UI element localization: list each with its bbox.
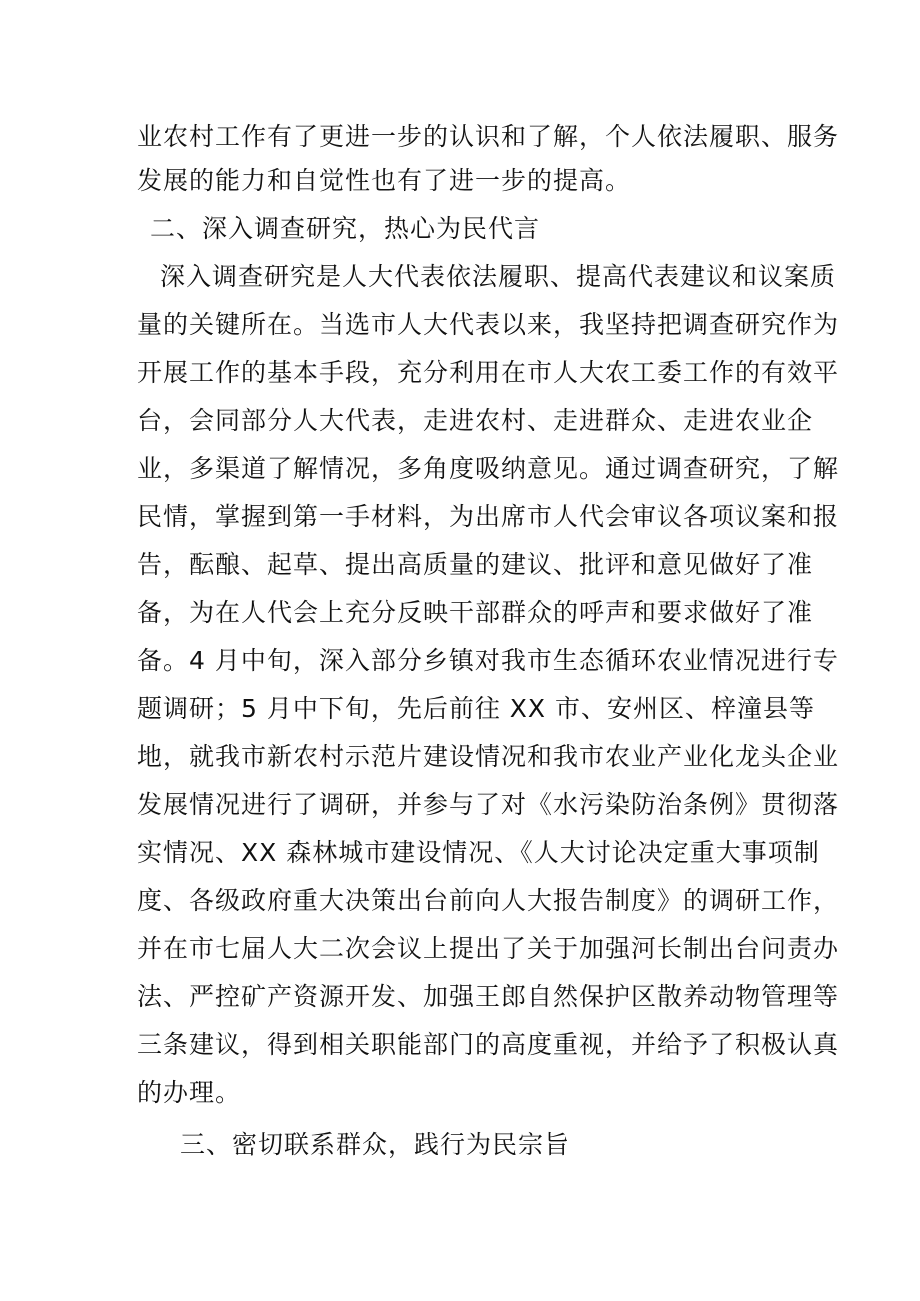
body-text-line: 地，就我市新农村示范片建设情况和我市农业产业化龙头企业 [137, 742, 840, 771]
body-text-line: 的办理。 [137, 1078, 242, 1107]
body-text-line: 度、各级政府重大决策出台前向人大报告制度》的调研工作， [137, 886, 840, 915]
body-text-line: 发展情况进行了调研，并参与了对《水污染防治条例》贯彻落 [137, 790, 840, 819]
body-text-line: 业农村工作有了更进一步的认识和了解，个人依法履职、服务 [137, 122, 840, 151]
body-text-line: 题调研；5 月中下旬，先后前往 XX 市、安州区、梓潼县等 [137, 694, 816, 723]
body-text-line: 备。4 月中旬，深入部分乡镇对我市生态循环农业情况进行专 [137, 646, 839, 675]
body-text-line: 实情况、XX 森林城市建设情况、《人大讨论决定重大事项制 [137, 838, 820, 867]
body-text-line: 台，会同部分人大代表，走进农村、走进群众、走进农业企 [137, 406, 814, 435]
section-heading: 三、密切联系群众，践行为民宗旨 [180, 1130, 571, 1159]
body-text-line: 业，多渠道了解情况，多角度吸纳意见。通过调查研究，了解 [137, 454, 840, 483]
body-text-line: 备，为在人代会上充分反映干部群众的呼声和要求做好了准 [137, 598, 814, 627]
body-text-line: 并在市七届人大二次会议上提出了关于加强河长制出台问责办 [137, 934, 840, 963]
body-text-line: 民情，掌握到第一手材料，为出席市人代会审议各项议案和报 [137, 502, 840, 531]
body-text-line: 发展的能力和自觉性也有了进一步的提高。 [137, 166, 632, 195]
body-text-line: 三条建议，得到相关职能部门的高度重视，并给予了积极认真 [137, 1030, 840, 1059]
body-text-line: 开展工作的基本手段，充分利用在市人大农工委工作的有效平 [137, 358, 840, 387]
body-text-line: 告，酝酿、起草、提出高质量的建议、批评和意见做好了准 [137, 550, 814, 579]
body-text-line: 法、严控矿产资源开发、加强王郎自然保护区散养动物管理等 [137, 982, 840, 1011]
paragraph-first-line: 深入调查研究是人大代表依法履职、提高代表建议和议案质 [160, 262, 837, 291]
section-heading: 二、深入调查研究，热心为民代言 [150, 214, 541, 243]
body-text-line: 量的关键所在。当选市人大代表以来，我坚持把调查研究作为 [137, 310, 840, 339]
